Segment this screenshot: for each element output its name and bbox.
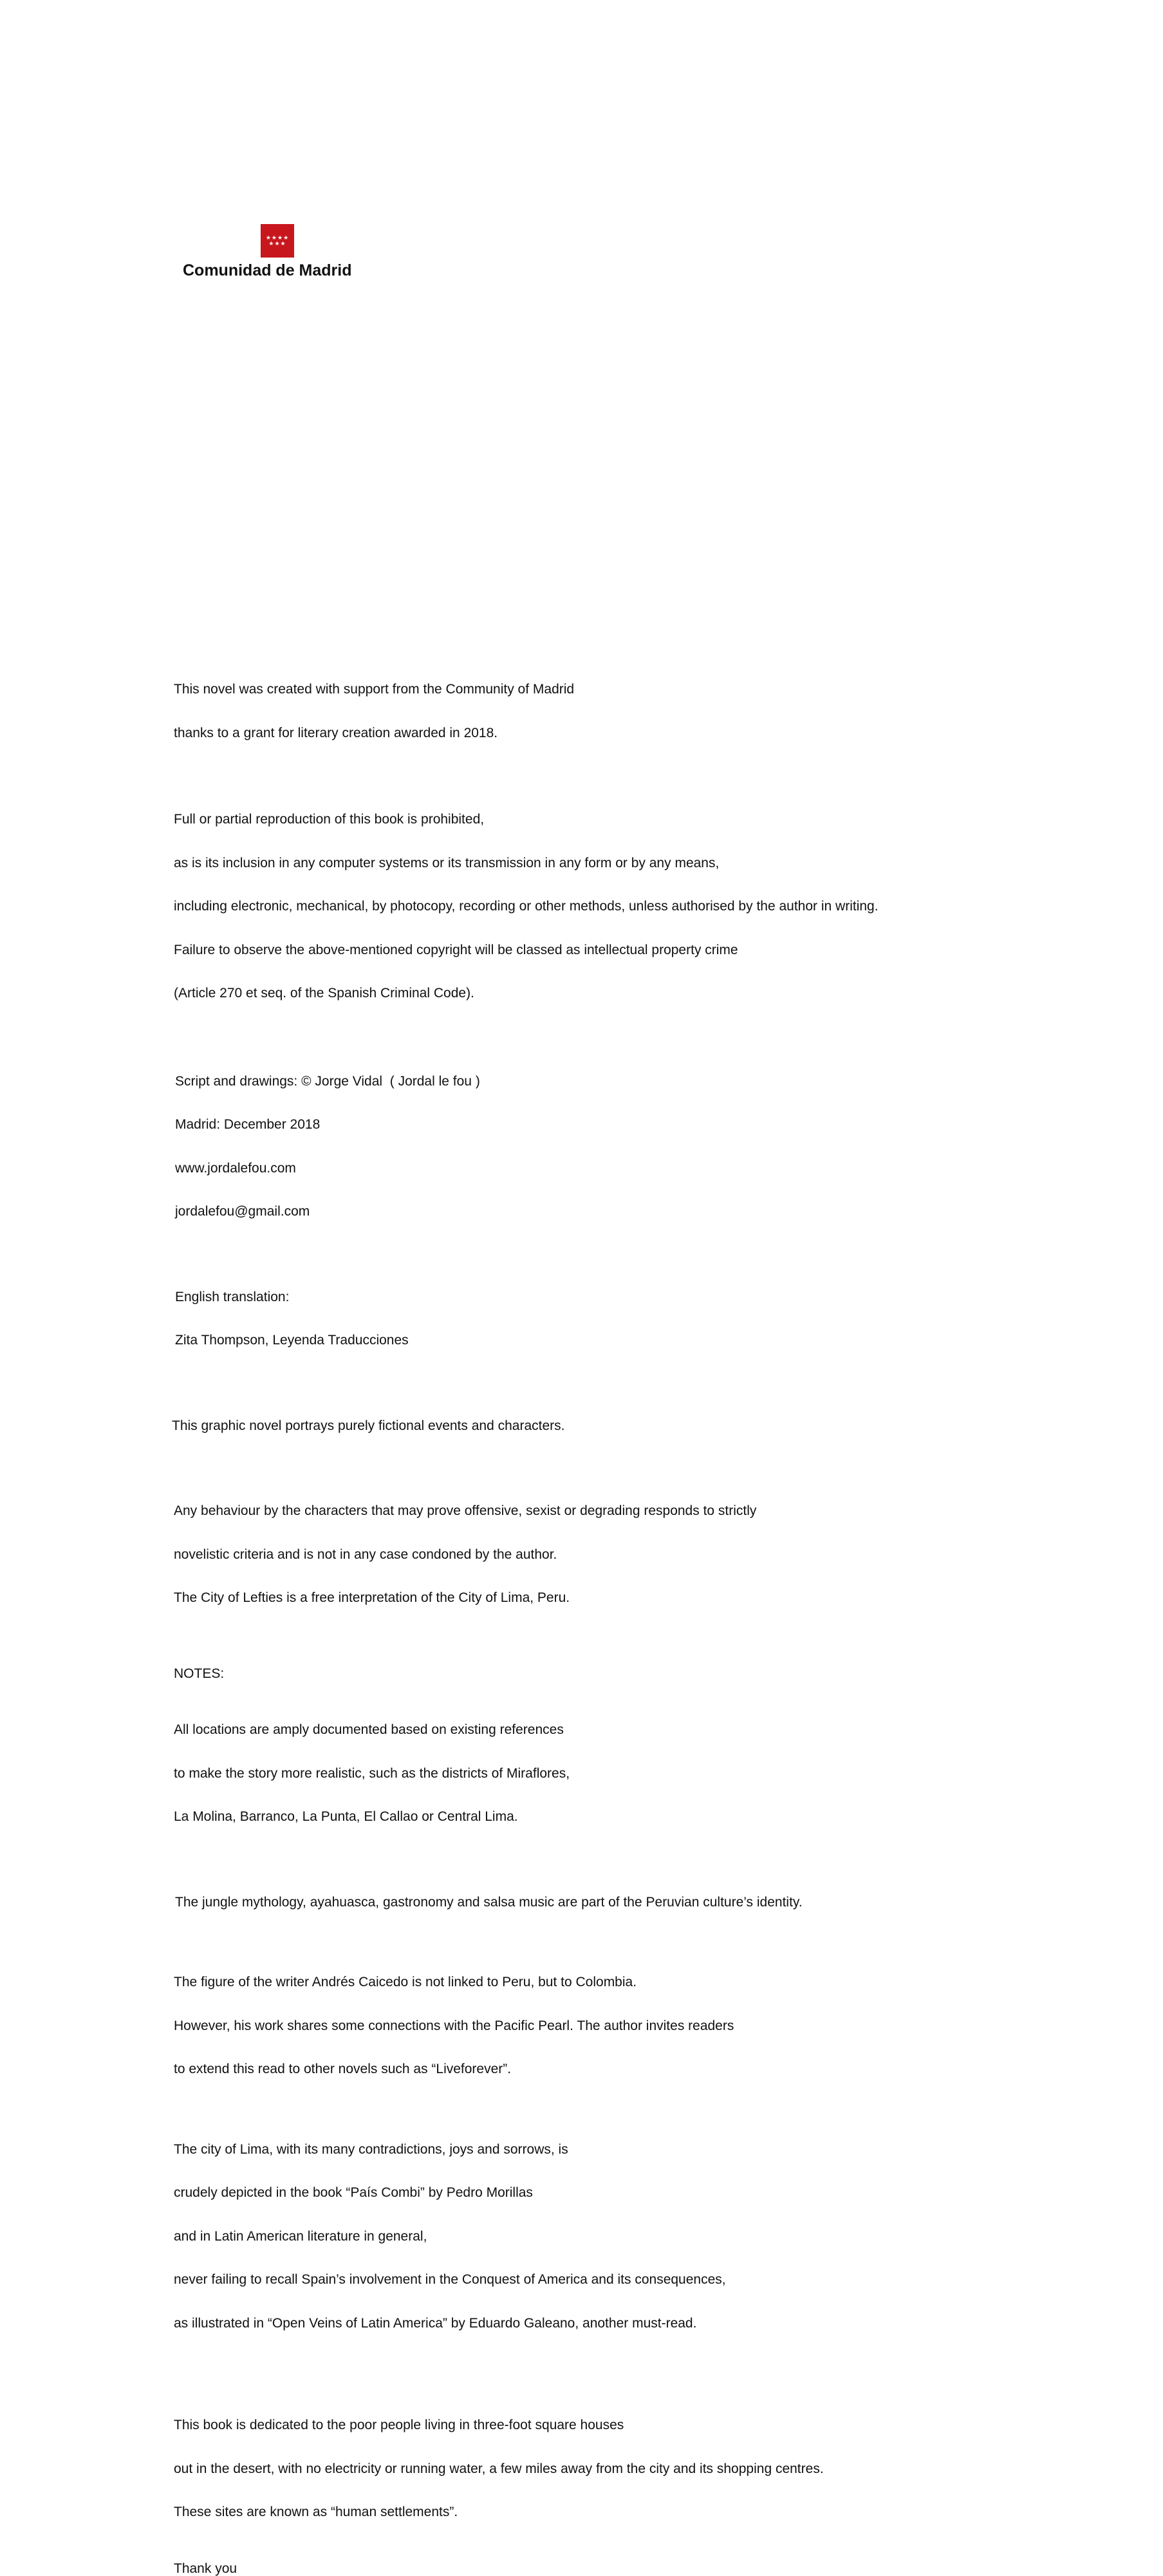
text-line: as is its inclusion in any computer systems or its transmission in any form or by any means, <box>174 856 1010 871</box>
text-line: This graphic novel portrays purely fictional events and characters. <box>172 1419 1010 1434</box>
copyright-page-content <box>174 653 1010 2576</box>
text-line: including electronic, mechanical, by photocopy, recording or other methods, unless authorised by the author in writing. <box>174 899 1010 914</box>
text-line: (Article 270 et seq. of the Spanish Criminal Code). <box>174 986 1010 1001</box>
text-line: Script and drawings: © Jorge Vidal ( Jordal le fou ) <box>175 1075 1010 1089</box>
translation-paragraph <box>174 1261 1010 1377</box>
text-line: However, his work shares some connections with the Pacific Pearl. The author invites readers <box>174 2019 1010 2034</box>
text-line: The City of Lefties is a free interpretation of the City of Lima, Peru. <box>174 1591 1010 1606</box>
text-line: La Molina, Barranco, La Punta, El Callao or Central Lima. <box>174 1810 1010 1825</box>
text-line: The figure of the writer Andrés Caicedo is not linked to Peru, but to Colombia. <box>174 1975 1010 1990</box>
text-line: The city of Lima, with its many contradictions, joys and sorrows, is <box>174 2143 1010 2158</box>
lima-paragraph <box>174 2114 1010 2360</box>
locations-paragraph <box>174 1694 1010 1854</box>
text-line: This book is dedicated to the poor people living in three-foot square houses <box>174 2418 1010 2433</box>
madrid-flag-icon <box>261 224 294 258</box>
text-line: to extend this read to other novels such as “Liveforever”. <box>174 2062 1010 2077</box>
text-line: Any behaviour by the characters that may prove offensive, sexist or degrading responds to strictly <box>174 1504 1010 1519</box>
text-line: to make the story more realistic, such as the districts of Miraflores, <box>174 1767 1010 1782</box>
text-line: This novel was created with support from the Community of Madrid <box>174 682 1010 697</box>
text-line: as illustrated in “Open Veins of Latin America” by Eduardo Galeano, another must-read. <box>174 2317 1010 2331</box>
text-line: crudely depicted in the book “País Combi” by Pedro Morillas <box>174 2186 1010 2201</box>
caicedo-paragraph <box>174 1946 1010 2106</box>
text-line: English translation: <box>175 1290 1010 1305</box>
text-line: out in the desert, with no electricity or running water, a few miles away from the city and its shopping centres. <box>174 2462 1010 2477</box>
website-link[interactable]: www.jordalefou.com <box>175 1161 1010 1176</box>
text-line: novelistic criteria and is not in any case condoned by the author. <box>174 1548 1010 1563</box>
email-link[interactable]: jordalefou@gmail.com <box>175 1205 1010 1219</box>
support-paragraph <box>174 653 1010 769</box>
thank-you-text: Thank you <box>174 2562 1010 2576</box>
text-line: Failure to observe the above-mentioned copyright will be classed as intellectual property crime <box>174 943 1010 958</box>
text-line: All locations are amply documented based on existing references <box>174 1723 1010 1738</box>
text-line: thanks to a grant for literary creation awarded in 2018. <box>174 726 1010 741</box>
behaviour-paragraph <box>174 1475 1010 1635</box>
copyright-paragraph <box>174 784 1010 1030</box>
notes-heading: NOTES: <box>174 1667 1010 1682</box>
text-line: Full or partial reproduction of this book is prohibited, <box>174 813 1010 827</box>
text-line: never failing to recall Spain’s involvement in the Conquest of America and its consequences, <box>174 2273 1010 2288</box>
logo-name: Comunidad de Madrid <box>183 261 376 280</box>
text-line: Madrid: December 2018 <box>175 1118 1010 1133</box>
flag-stars-bottom: ★★★ <box>268 241 286 247</box>
text-line: These sites are known as “human settlements”. <box>174 2505 1010 2520</box>
flag-stars-top: ★★★★ <box>266 235 289 241</box>
text-line: The jungle mythology, ayahuasca, gastronomy and salsa music are part of the Peruvian culture’s identity. <box>175 1895 1010 1910</box>
dedication-paragraph <box>174 2389 1010 2549</box>
text-line: and in Latin American literature in general, <box>174 2230 1010 2244</box>
culture-paragraph <box>174 1866 1010 1939</box>
fictional-paragraph <box>172 1390 1010 1463</box>
text-line: Zita Thompson, Leyenda Traducciones <box>175 1333 1010 1348</box>
credits-paragraph <box>174 1046 1010 1248</box>
